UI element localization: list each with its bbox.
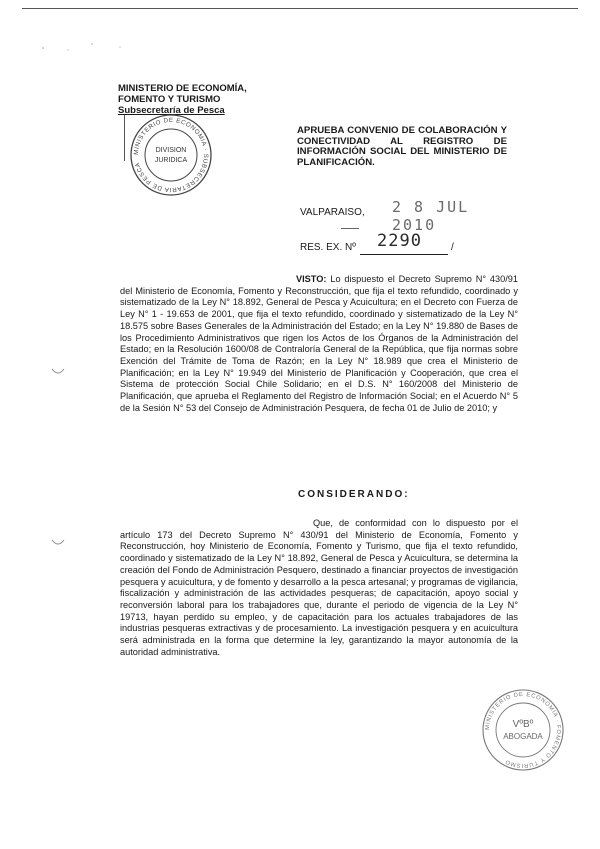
resolution-number: 2290 [377,231,422,251]
place-label: VALPARAISO, [300,207,365,218]
ministry-line-3: Subsecretaría de Pesca [118,105,225,116]
svg-text:MINISTERIO DE ECONOMIA · SUBSE [133,117,209,193]
resolution-suffix: / [451,242,454,253]
ministry-line-1: MINISTERIO DE ECONOMÍA, [118,83,247,94]
visto-paragraph [120,274,518,414]
resolution-underline [360,254,448,255]
considerando-paragraph: Que, de conformidad con lo dispuesto por el artículo 173 del Decreto Supremo N° 430/91 del Ministerio de Economía, Fomento y Reconstrucción, hoy Ministerio de Economía, Fomento y Turismo, que fija el texto refundido, coordinado y sistematizado de la Ley N° 18.892, General de Pesca y Acuicultura, se determina la creación del Fondo de Administración Pesquero, destinado a financiar proyectos de investigación pesquera y acuicultura, y de fomento y desarrollo a la pesca artesanal; y programas de vigilancia, fiscalización y administración de las actividades pesqueras; de capacitación, apoyo social y reconversión laboral para los trabajadores que, durante el periodo de vigencia de la Ley N° 19713, hayan perdido su empleo, y de capacitación para los actuales trabajadores de las industrias pesqueras extractivas y de procesamiento. La investigación pesquera y en acuicultura será administrada en la forma que determine la ley, garantizando la mayor autonomía de la autoridad administrativa. [120,518,518,657]
punch-hole-mark-1 [50,363,66,379]
date-stamp: 2 8 JUL 2010 [392,198,470,234]
approval-seal-line-2: ABOGADA [503,732,543,741]
considerando-heading: CONSIDERANDO: [298,489,410,500]
pen-mark [341,228,359,229]
abogada-approval-seal [480,687,566,773]
seal-center-line-1: DIVISION [155,147,187,154]
punch-hole-mark-2 [50,534,66,550]
top-rule [22,8,578,9]
place-date-row [300,198,520,234]
visto-heading: VISTO: [296,274,327,284]
resolution-label: RES. EX. Nº [300,242,356,253]
seal-margin-line [124,115,125,161]
approval-seal-ring-text: MINISTERIO DE ECONOMIA · FOMENTO Y TURISMO [484,691,562,769]
division-juridica-seal [128,112,214,198]
ministry-line-2: FOMENTO Y TURISMO [118,94,221,105]
approval-seal-line-1: VºBº [512,719,534,730]
resolution-title: APRUEBA CONVENIO DE COLABORACIÓN Y CONECTIVIDAD AL REGISTRO DE INFORMACIÓN SOCIAL DEL MINISTERIO DE PLANIFICACIÓN. [297,125,507,168]
visto-text: Lo dispuesto el Decreto Supremo N° 430/91 del Ministerio de Economía, Fomento y Reconstrucción, que fija el texto refundido, coordinado y sistematizado de la Ley N° 18.892, General de Pesca y Acuicultura; en el Decreto con Fuerza de Ley N° 1 - 19.653 de 2001, que fija el texto refundido, coordinado y sistematizado de la Ley N° 18.575 sobre Bases Generales de la Administración del Estado; en la Ley N° 19.880 de Bases de los Procedimiento Administrativos que rigen los Actos de los Órganos de la Administración del Estado; en la Resolución 1600/08 de Contraloría General de la República, que fija normas sobre Exención del Trámite de Toma de Razón; en la Ley N° 18.989 que crea el Ministerio de Planificación; en la Ley N° 19.949 del Ministerio de Planificación y Cooperación, que crea el Sistema de protección Social Chile Solidario; en el D.S. N° 160/2008 del Ministerio de Planificación, que aprueba el Reglamento del Registro de Información Social; en el Acuerdo N° 5 de la Sesión N° 53 del Consejo de Administración Pesquera, de fecha 01 de Julio de 2010; y [120,274,518,413]
resolution-number-row [300,231,470,255]
seal-center-line-2: JURIDICA [154,157,188,164]
seal-ring-text: MINISTERIO DE ECONOMIA · SUBSECRETARIA DE PESCA [132,116,210,194]
scan-specks [40,38,160,58]
